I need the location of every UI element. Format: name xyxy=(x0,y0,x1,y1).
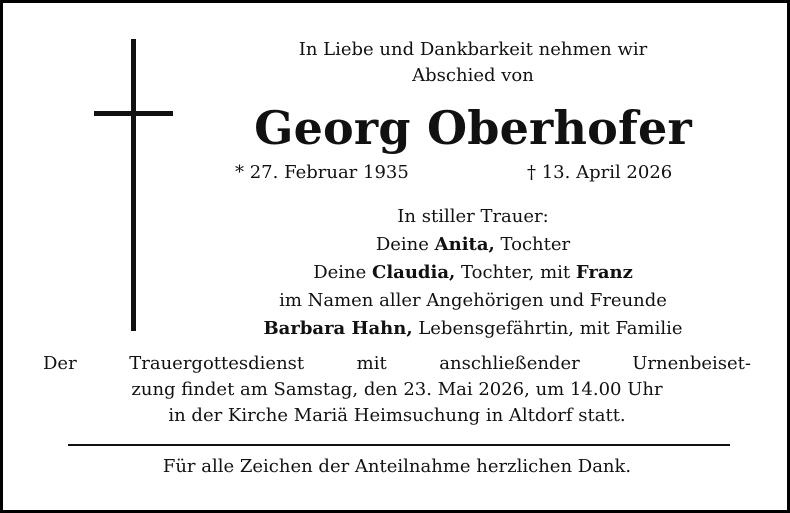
deceased-name: Georg Oberhofer xyxy=(254,101,692,155)
cross-horizontal-beam xyxy=(94,111,173,116)
cross-vertical-beam xyxy=(131,39,136,331)
mourner-line-1 xyxy=(203,231,743,259)
mourner-relation: Tochter xyxy=(494,234,571,255)
mourner-name: Claudia, xyxy=(372,262,456,283)
mourners-heading: In stiller Trauer: xyxy=(397,206,549,227)
mourner-line-4 xyxy=(203,315,743,343)
thanks-text: Für alle Zeichen der Anteilnahme herzlichen Dank. xyxy=(162,456,632,477)
mourner-name: Barbara Hahn, xyxy=(263,318,413,339)
intro-line-1: In Liebe und Dankbarkeit nehmen wir xyxy=(298,39,648,60)
intro-text xyxy=(223,37,723,89)
mourners-block xyxy=(203,203,743,343)
funeral-service-text xyxy=(43,351,751,429)
mourner-name: Anita, xyxy=(434,234,495,255)
service-line-2: zung findet am Samstag, den 23. Mai 2026, um 14.00 Uhr xyxy=(131,379,663,400)
mourner-relation: Lebensgefährtin, mit Familie xyxy=(412,318,683,339)
birth-date: * 27. Februar 1935 xyxy=(235,162,409,183)
service-line-1: Der Trauergottesdienst mit anschließender Urnenbeiset- xyxy=(43,353,751,374)
mourner-line-3: im Namen aller Angehörigen und Freunde xyxy=(279,290,667,311)
service-line-3: in der Kirche Mariä Heimsuchung in Altdorf statt. xyxy=(168,405,626,426)
mourner-relation: Tochter, mit xyxy=(455,262,576,283)
mourner-line-2 xyxy=(203,259,743,287)
mourner-partner-name: Franz xyxy=(575,262,633,283)
divider xyxy=(68,444,730,446)
intro-line-2: Abschied von xyxy=(412,65,534,86)
mourner-prefix: Deine xyxy=(313,262,373,283)
death-date: † 13. April 2026 xyxy=(527,162,673,183)
mourner-prefix: Deine xyxy=(375,234,435,255)
